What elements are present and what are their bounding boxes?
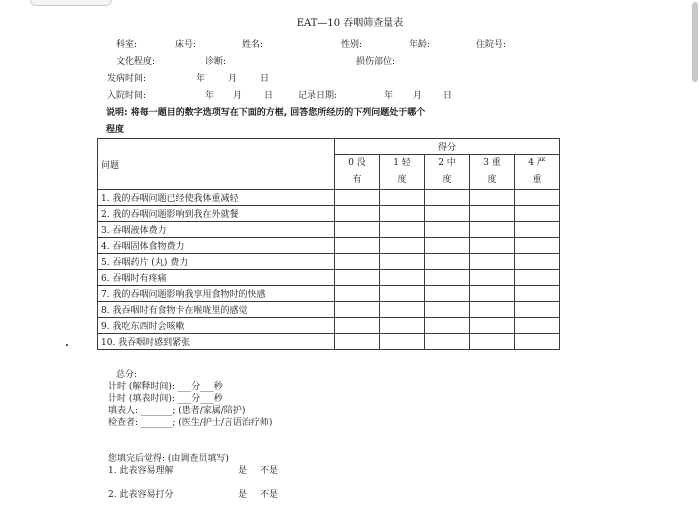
score-cell[interactable] [335, 238, 380, 254]
score-cell[interactable] [470, 286, 515, 302]
question-cell: 6. 吞咽时有疼痛 [98, 270, 335, 286]
question-cell: 8. 我吞咽时有食物卡在喉咙里的感觉 [98, 302, 335, 318]
total-score-label: 总分: [116, 370, 138, 380]
feedback-q2: 2. 此表容易打分 [108, 490, 174, 500]
score-cell[interactable] [425, 222, 470, 238]
table-row [98, 206, 560, 222]
instruction-text-cont: 程度 [106, 125, 125, 135]
question-cell: 10. 我吞咽时感到紧张 [98, 334, 335, 350]
question-header: 问题 [98, 139, 335, 190]
score-cell[interactable] [515, 238, 560, 254]
instruction-text: 说明: 将每一题目的数字选项写在下面的方框, 回答您所经历的下列问题处于哪个 [106, 108, 426, 118]
score-cell[interactable] [470, 270, 515, 286]
question-cell: 2. 我的吞咽问题影响到我在外就餐 [98, 206, 335, 222]
onset-label: 发病时间: [107, 74, 147, 84]
score-cell[interactable] [380, 206, 425, 222]
admit-month: 月 [233, 91, 243, 101]
score-cell[interactable] [335, 318, 380, 334]
admit-label: 入院时间: [107, 91, 147, 101]
score-cell[interactable] [470, 190, 515, 206]
score-cell[interactable] [425, 270, 470, 286]
level-3-header: 3 重 度 [470, 155, 515, 190]
table-row [98, 238, 560, 254]
score-cell[interactable] [335, 222, 380, 238]
age-label: 年龄: [409, 40, 431, 50]
lesion-site-label: 损伤部位: [356, 57, 396, 67]
eat10-table [97, 138, 560, 350]
score-cell[interactable] [380, 318, 425, 334]
score-cell[interactable] [470, 254, 515, 270]
score-cell[interactable] [470, 302, 515, 318]
score-header: 得分 [335, 139, 560, 155]
question-cell: 9. 我吃东西时会咳嗽 [98, 318, 335, 334]
question-cell: 5. 吞咽药片 (丸) 费力 [98, 254, 335, 270]
score-cell[interactable] [470, 318, 515, 334]
table-row [98, 334, 560, 350]
dept-label: 科室: [116, 40, 138, 50]
score-cell[interactable] [335, 190, 380, 206]
score-cell[interactable] [425, 318, 470, 334]
education-label: 文化程度: [116, 57, 156, 67]
score-cell[interactable] [425, 334, 470, 350]
q2-no: 不是 [260, 490, 279, 500]
score-cell[interactable] [380, 222, 425, 238]
score-cell[interactable] [380, 302, 425, 318]
record-date-label: 记录日期: [298, 91, 338, 101]
score-cell[interactable] [425, 238, 470, 254]
level-4-header: 4 严 重 [515, 155, 560, 190]
question-cell: 1. 我的吞咽问题已经使我体重减轻 [98, 190, 335, 206]
onset-day: 日 [260, 74, 270, 84]
score-cell[interactable] [470, 222, 515, 238]
table-row [98, 222, 560, 238]
score-cell[interactable] [425, 190, 470, 206]
checker-field: 检查者: _______; (医生/护士/言语治疗师) [108, 418, 273, 428]
speck [66, 344, 68, 346]
feedback-q1: 1. 此表容易理解 [108, 466, 174, 476]
score-cell[interactable] [335, 270, 380, 286]
diagnosis-label: 诊断: [205, 57, 227, 67]
inpatient-no-label: 住院号: [476, 40, 507, 50]
score-cell[interactable] [515, 222, 560, 238]
question-cell: 7. 我的吞咽问题影响我享用食物时的快感 [98, 286, 335, 302]
q2-yes: 是 [238, 490, 248, 500]
score-cell[interactable] [380, 254, 425, 270]
score-cell[interactable] [515, 254, 560, 270]
level-0-header: 0 没 有 [335, 155, 380, 190]
score-cell[interactable] [515, 270, 560, 286]
level-2-header: 2 中 度 [425, 155, 470, 190]
score-cell[interactable] [515, 206, 560, 222]
table-row [98, 302, 560, 318]
explain-time: 计时 (解释时间): ___分___秒 [108, 382, 223, 392]
fill-time: 计时 (填表时间): ___分___秒 [108, 394, 223, 404]
score-cell[interactable] [515, 190, 560, 206]
score-cell[interactable] [380, 190, 425, 206]
window-edge [30, 0, 112, 6]
onset-month: 月 [228, 74, 238, 84]
score-cell[interactable] [425, 286, 470, 302]
table-row [98, 254, 560, 270]
table-row [98, 270, 560, 286]
q1-yes: 是 [238, 466, 248, 476]
record-day: 日 [443, 91, 453, 101]
table-row [98, 318, 560, 334]
onset-year: 年 [196, 74, 206, 84]
score-cell[interactable] [470, 206, 515, 222]
bed-label: 床号: [175, 40, 197, 50]
score-cell[interactable] [335, 334, 380, 350]
score-cell[interactable] [470, 238, 515, 254]
score-cell[interactable] [425, 302, 470, 318]
record-year: 年 [384, 91, 394, 101]
table-row [98, 286, 560, 302]
score-cell[interactable] [380, 334, 425, 350]
admit-year: 年 [205, 91, 215, 101]
score-cell[interactable] [335, 254, 380, 270]
feedback-heading: 您填完后觉得: (由调查员填写) [108, 454, 229, 464]
admit-day: 日 [264, 91, 274, 101]
q1-no: 不是 [260, 466, 279, 476]
score-cell[interactable] [335, 286, 380, 302]
score-cell[interactable] [335, 302, 380, 318]
table-row [98, 190, 560, 206]
question-cell: 3. 吞咽液体费力 [98, 222, 335, 238]
score-cell[interactable] [470, 334, 515, 350]
sex-label: 性别: [341, 40, 363, 50]
score-cell[interactable] [515, 318, 560, 334]
score-cell[interactable] [380, 270, 425, 286]
score-cell[interactable] [335, 206, 380, 222]
level-1-header: 1 轻 度 [380, 155, 425, 190]
score-cell[interactable] [380, 286, 425, 302]
score-cell[interactable] [380, 238, 425, 254]
score-cell[interactable] [515, 302, 560, 318]
filler-field: 填表人: _______; (患者/家属/陪护) [108, 406, 246, 416]
name-label: 姓名: [242, 40, 264, 50]
score-cell[interactable] [515, 334, 560, 350]
score-cell[interactable] [425, 206, 470, 222]
form-title: EAT—10 吞咽筛查量表 [296, 18, 404, 29]
score-cell[interactable] [425, 254, 470, 270]
question-cell: 4. 吞咽固体食物费力 [98, 238, 335, 254]
record-month: 月 [413, 91, 423, 101]
score-cell[interactable] [515, 286, 560, 302]
